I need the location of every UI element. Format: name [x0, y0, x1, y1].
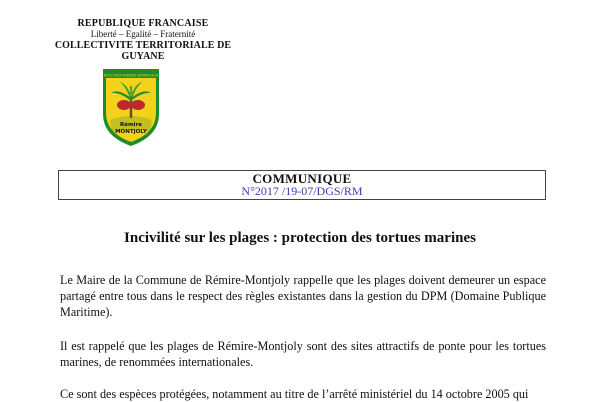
- crest-motto: ROCU REDI HABENS SEMPER ALIA: [103, 73, 159, 78]
- crest-name-line2: MONTJOLY: [115, 129, 147, 135]
- communique-reference: N°2017 /19-07/DGS/RM: [241, 184, 363, 198]
- crest-name-line1: Rémire: [119, 122, 143, 128]
- paragraph-2: Il est rappelé que les plages de Rémire-Montjoly sont des sites attractifs de ponte pour les tortues marines, de renommées internationales.: [60, 339, 546, 369]
- paragraph-3: Ce sont des espèces protégées, notamment au titre de l’arrêté ministériel du 14 octobre 2005 qui: [60, 387, 529, 401]
- collectivity-title: COLLECTIVITE TERRITORIALE DE GUYANE: [54, 40, 232, 62]
- republic-motto: Liberté – Egalité – Fraternité: [90, 29, 196, 39]
- letterhead: [38, 18, 248, 62]
- republic-title: REPUBLIQUE FRANCAISE: [77, 18, 209, 29]
- communique-header-box: [58, 170, 546, 200]
- paragraph-1: Le Maire de la Commune de Rémire-Montjoly rappelle que les plages doivent demeurer un espace partagé entre tous dans le respect des règles existantes dans la gestion du DPM (Domaine Publique Maritime).: [60, 273, 546, 319]
- document-subject: Incivilité sur les plages : protection des tortues marines: [124, 230, 476, 246]
- communique-title: COMMUNIQUE: [252, 171, 352, 186]
- remire-montjoly-crest-icon: [100, 66, 162, 148]
